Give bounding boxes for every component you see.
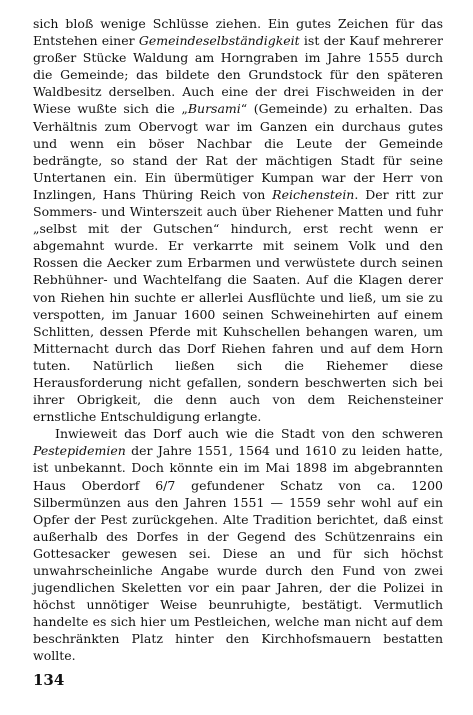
italic-term-gemeindeselbstaendigkeit: Gemeindeselbständigkeit [138, 33, 300, 49]
italic-term-pestepidemien: Pestepidemien [33, 443, 126, 459]
text-run: Inwieweit das Dorf auch wie die Stadt von den schweren [55, 426, 443, 442]
text-run: der Jahre 1551, 1564 und 1610 zu leiden hatte, ist unbekannt. Doch könnte ein im Mai 1898 im abgebrannten Haus Oberdorf 6/7 gefundener Schatz von ca. 1200 Silbermünzen aus den Jahren 1551 — 1559 sehr wohl auf ein Opfer der Pest zurückgehen. Alte Tradition berichtet, daß einst außerhalb des Dorfes in der Gegend des Schützenrains ein Gottesacker gewesen sei. Diese an und für sich höchst unwahrscheinliche Angabe wurde durch den Fund von zwei jugendlichen Skeletten vor ein paar Jahren, der die Polizei in höchst unnötiger Weise beunruhigte, bestätigt. Vermutlich handelte es sich hier um Pestleichen, welche man nicht auf dem beschränkten Platz hinter den Kirchhofsmauern bestatten wollte. [33, 443, 443, 664]
paragraph-2 [33, 425, 443, 664]
text-run: “ (Gemeinde) zu erhalten. Das Verhältnis zum Obervogt war im Ganzen ein durchaus gutes und wenn ein böser Nachbar die Leute der Gemeinde bedrängte, so stand der Rat der mächtigen Stadt für seine Untertanen ein. Ein übermütiger Kumpan war der Herr von Inzlingen, Hans Thüring Reich von [33, 101, 443, 202]
paragraph-1 [33, 15, 443, 425]
text-run: sich bloß wenige Schlüsse ziehen. Ein gutes Zeichen für das Entstehen einer [33, 16, 443, 49]
italic-term-reichenstein: Reichenstein [272, 186, 355, 202]
body-text [33, 15, 443, 665]
italic-term-bursami: Bursami [187, 101, 241, 117]
page-number: 134 [33, 671, 65, 689]
text-run: . Der ritt zur Sommers- und Winterszeit auch über Riehener Matten und fuhr „selbst mit der Gutschen“ hindurch, erst recht wenn er abgemahnt wurde. Er verkarrte mit seinem Volk und den Rossen die Aecker zum Erbarmen und verwüstete durch seinen Rebhühner- und Wachtelfang die Saaten. Auf die Klagen derer von Riehen hin suchte er allerlei Ausflüchte und ließ, um sie zu verspotten, im Januar 1600 seinen Schweinehirten auf einem Schlitten, dessen Pferde mit Kuhschellen behangen waren, um Mitternacht durch das Dorf Riehen fahren und auf dem Horn tuten. Natürlich ließen sich die Riehemer diese Herausforderung nicht gefallen, sondern beschwerten sich bei ihrer Obrigkeit, die denn auch von dem Reichensteiner ernstliche Entschuldigung erlangte. [33, 186, 443, 425]
text-run: ist der Kauf mehrerer großer Stücke Waldung am Horngraben im Jahre 1555 durch die Gemeinde; das bildete den Grundstock für den späteren Waldbesitz derselben. Auch eine der drei Fischweiden in der Wiese wußte sich die „ [33, 33, 443, 117]
